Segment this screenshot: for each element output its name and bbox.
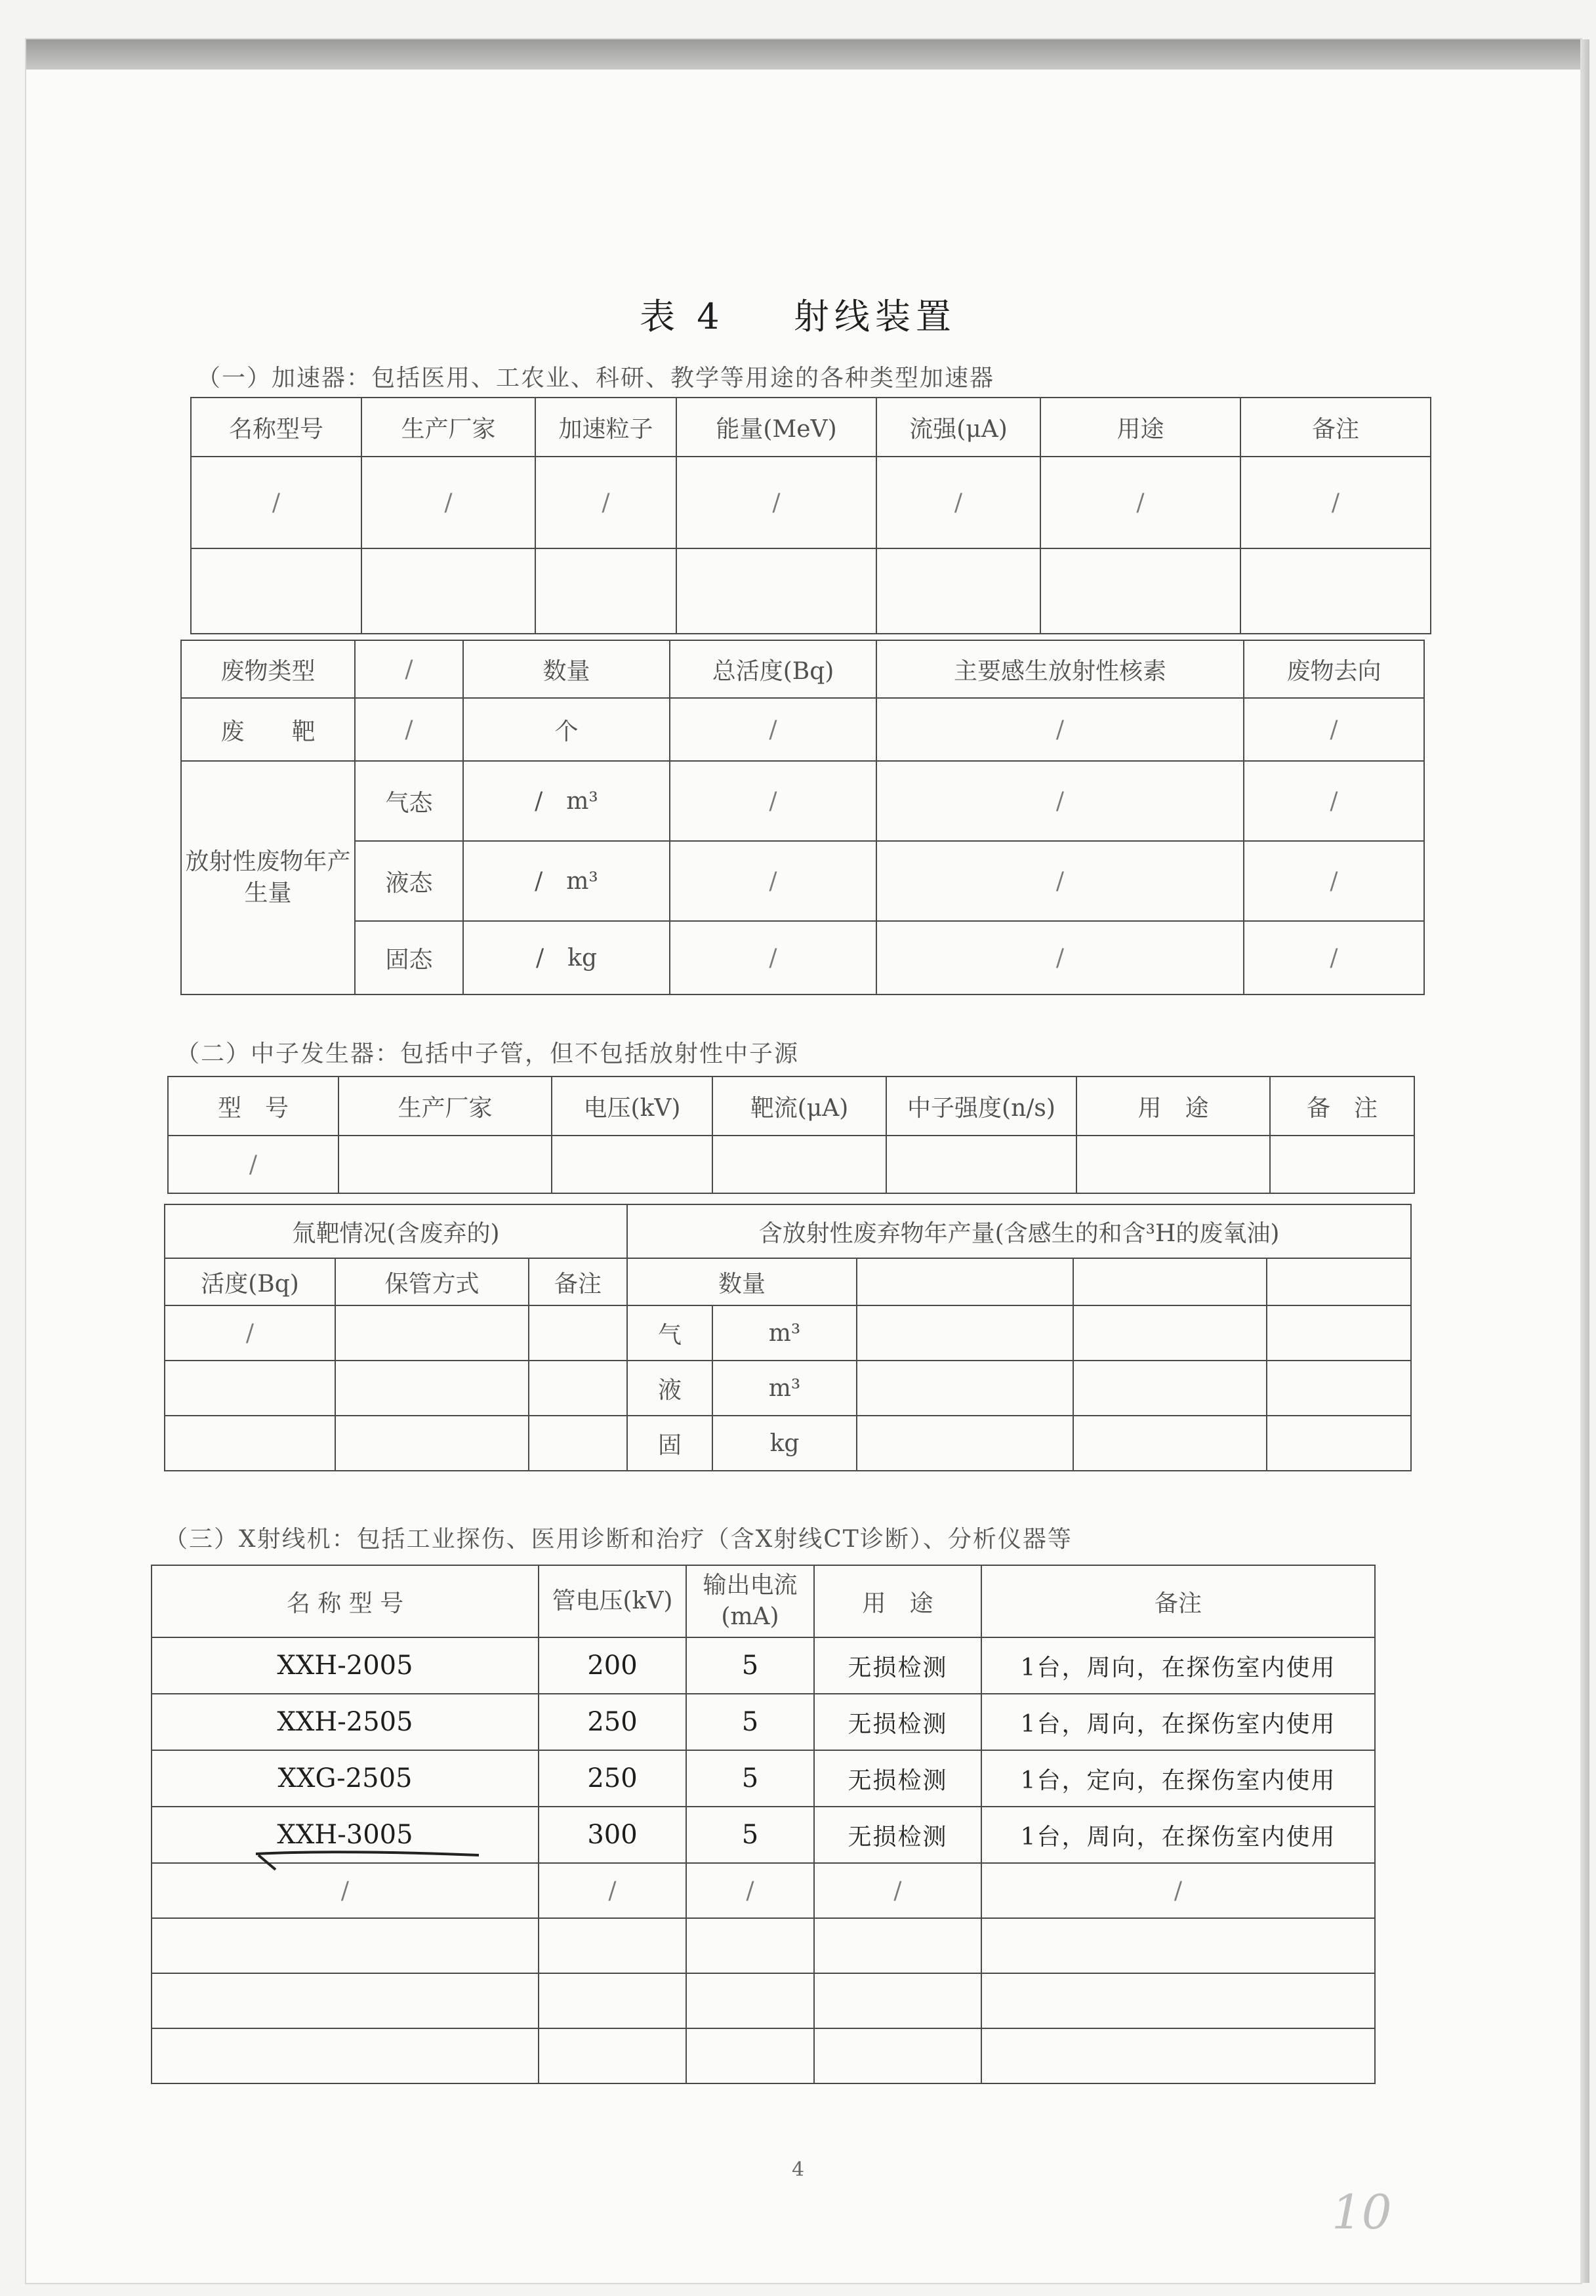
waste-target-row bbox=[181, 698, 1424, 761]
col-note: 备注 bbox=[981, 1565, 1375, 1637]
accelerator-row bbox=[191, 457, 1431, 548]
table-cell: m³ bbox=[712, 1361, 857, 1416]
table-cell: / bbox=[670, 921, 876, 994]
table-cell: / bbox=[1244, 921, 1424, 994]
table-name: 射线装置 bbox=[793, 296, 956, 337]
table-cell bbox=[1040, 548, 1240, 634]
page-number: 4 bbox=[791, 2158, 805, 2181]
table-cell: / bbox=[165, 1305, 335, 1361]
table-cell: / bbox=[670, 698, 876, 761]
col-quantity: 数量 bbox=[627, 1258, 857, 1305]
table-cell bbox=[1073, 1258, 1267, 1305]
table-cell bbox=[1270, 1136, 1414, 1193]
table-cell: 250 bbox=[539, 1750, 686, 1807]
neutron-row bbox=[168, 1136, 1414, 1193]
table-cell: 5 bbox=[686, 1750, 814, 1807]
col-purpose: 用途 bbox=[1040, 398, 1240, 457]
unit: kg bbox=[567, 944, 597, 972]
accelerator-table bbox=[190, 397, 1431, 634]
xray-row bbox=[152, 1750, 1375, 1807]
waste-header-row bbox=[181, 640, 1424, 698]
table-cell: / bbox=[152, 1863, 539, 1918]
col-manufacturer: 生产厂家 bbox=[338, 1076, 552, 1136]
table-cell: XXH-2505 bbox=[152, 1694, 539, 1750]
table-cell bbox=[676, 548, 876, 634]
table-cell bbox=[886, 1136, 1076, 1193]
table-cell: / bbox=[355, 698, 463, 761]
table-cell bbox=[552, 1136, 712, 1193]
table-cell: / bbox=[814, 1863, 981, 1918]
table-cell: 固态 bbox=[355, 921, 463, 994]
table-cell: 5 bbox=[686, 1807, 814, 1863]
table-cell bbox=[361, 548, 535, 634]
neutron-group-header-row bbox=[165, 1204, 1411, 1258]
table-cell bbox=[539, 1918, 686, 1973]
col-manufacturer: 生产厂家 bbox=[361, 398, 535, 457]
table-cell: m³ bbox=[712, 1305, 857, 1361]
slash: / bbox=[535, 867, 543, 895]
neutron-state-row bbox=[165, 1361, 1411, 1416]
table-cell bbox=[529, 1416, 627, 1471]
table-cell bbox=[814, 2028, 981, 2083]
table-cell: XXH-2005 bbox=[152, 1637, 539, 1694]
table-cell: 5 bbox=[686, 1637, 814, 1694]
table-cell: 1台，周向，在探伤室内使用 bbox=[981, 1807, 1375, 1863]
table-cell bbox=[335, 1361, 529, 1416]
table-cell: / bbox=[355, 640, 463, 698]
table-cell: 1台，周向，在探伤室内使用 bbox=[981, 1694, 1375, 1750]
table-cell bbox=[857, 1258, 1073, 1305]
col-quantity: 数量 bbox=[463, 640, 670, 698]
page-title bbox=[0, 289, 1596, 339]
neutron-table bbox=[167, 1076, 1415, 1194]
table-cell: / bbox=[168, 1136, 338, 1193]
table-cell bbox=[1267, 1258, 1411, 1305]
table-cell: 气 bbox=[627, 1305, 712, 1361]
table-cell bbox=[338, 1136, 552, 1193]
col-nuclides: 主要感生放射性核素 bbox=[876, 640, 1244, 698]
table-cell: 个 bbox=[463, 698, 670, 761]
table-cell bbox=[981, 2028, 1375, 2083]
table-cell bbox=[335, 1416, 529, 1471]
table-cell: XXG-2505 bbox=[152, 1750, 539, 1807]
table-cell bbox=[686, 1918, 814, 1973]
table-cell: 气态 bbox=[355, 761, 463, 841]
unit: m³ bbox=[566, 867, 598, 895]
table-cell: 无损检测 bbox=[814, 1637, 981, 1694]
table-cell: / bbox=[1040, 457, 1240, 548]
col-energy: 能量(MeV) bbox=[676, 398, 876, 457]
col-tube-voltage: 管电压(kV) bbox=[539, 1565, 686, 1637]
table-cell: / bbox=[1244, 698, 1424, 761]
accelerator-waste-table bbox=[180, 640, 1425, 995]
table-cell: / bbox=[876, 698, 1244, 761]
waste-state-row bbox=[181, 761, 1424, 841]
table-cell bbox=[535, 548, 676, 634]
table-cell bbox=[686, 2028, 814, 2083]
table-cell: / bbox=[876, 841, 1244, 921]
table-cell: / bbox=[361, 457, 535, 548]
table-cell bbox=[1267, 1305, 1411, 1361]
table-cell bbox=[165, 1416, 335, 1471]
col-beam-current: 流强(μA) bbox=[876, 398, 1040, 457]
table-cell: 无损检测 bbox=[814, 1694, 981, 1750]
table-cell: 固 bbox=[627, 1416, 712, 1471]
table-cell: / bbox=[1240, 457, 1431, 548]
col-purpose: 用 途 bbox=[814, 1565, 981, 1637]
xray-row-empty bbox=[152, 2028, 1375, 2083]
table-cell bbox=[857, 1305, 1073, 1361]
col-waste-type: 废物类型 bbox=[181, 640, 355, 698]
table-number: 表 4 bbox=[640, 296, 725, 337]
table-cell bbox=[857, 1416, 1073, 1471]
table-cell bbox=[1267, 1361, 1411, 1416]
table-cell: / bbox=[876, 761, 1244, 841]
neutron-waste-table bbox=[164, 1204, 1412, 1471]
table-cell bbox=[1073, 1361, 1267, 1416]
xray-row-empty bbox=[152, 1918, 1375, 1973]
pen-underline-mark bbox=[249, 1849, 485, 1875]
col-voltage: 电压(kV) bbox=[552, 1076, 712, 1136]
table-cell: 1台，周向，在探伤室内使用 bbox=[981, 1637, 1375, 1694]
table-cell bbox=[1073, 1305, 1267, 1361]
xray-row-empty bbox=[152, 1973, 1375, 2028]
table-cell bbox=[539, 1973, 686, 2028]
table-cell: / bbox=[686, 1863, 814, 1918]
table-cell bbox=[463, 841, 670, 921]
table-cell bbox=[981, 1918, 1375, 1973]
table-cell bbox=[165, 1361, 335, 1416]
col-model: 名 称 型 号 bbox=[152, 1565, 539, 1637]
table-cell: / bbox=[535, 457, 676, 548]
table-cell bbox=[152, 1973, 539, 2028]
table-cell bbox=[981, 1973, 1375, 2028]
col-neutron-intensity: 中子强度(n/s) bbox=[886, 1076, 1076, 1136]
xray-table bbox=[151, 1565, 1376, 2084]
col-total-activity: 总活度(Bq) bbox=[670, 640, 876, 698]
table-cell bbox=[539, 2028, 686, 2083]
table-cell bbox=[814, 1918, 981, 1973]
table-cell bbox=[463, 921, 670, 994]
xray-header-row bbox=[152, 1565, 1375, 1637]
scan-top-shadow bbox=[26, 39, 1581, 70]
neutron-state-row bbox=[165, 1416, 1411, 1471]
slash: / bbox=[536, 944, 544, 972]
col-destination: 废物去向 bbox=[1244, 640, 1424, 698]
annual-waste-header: 含放射性废弃物年产量(含感生的和含³H的废氧油) bbox=[627, 1204, 1411, 1258]
scan-right-edge bbox=[1580, 39, 1589, 2283]
table-cell: / bbox=[191, 457, 361, 548]
accelerator-header-row bbox=[191, 398, 1431, 457]
handwritten-page-mark: 10 bbox=[1332, 2184, 1392, 2240]
table-cell bbox=[686, 1973, 814, 2028]
table-cell: 液态 bbox=[355, 841, 463, 921]
accelerator-heading: （一）加速器：包括医用、工农业、科研、教学等用途的各种类型加速器 bbox=[197, 365, 995, 392]
table-cell: XXH-3005 bbox=[152, 1807, 539, 1863]
neutron-header-row bbox=[168, 1076, 1414, 1136]
waste-target-label: 废 靶 bbox=[181, 698, 355, 761]
table-cell bbox=[1267, 1416, 1411, 1471]
table-cell: / bbox=[670, 841, 876, 921]
table-cell: 无损检测 bbox=[814, 1750, 981, 1807]
table-cell: 无损检测 bbox=[814, 1807, 981, 1863]
col-target-current: 靶流(μA) bbox=[712, 1076, 886, 1136]
table-cell: / bbox=[539, 1863, 686, 1918]
slash: / bbox=[535, 787, 543, 815]
table-cell: / bbox=[876, 457, 1040, 548]
col-purpose: 用 途 bbox=[1076, 1076, 1270, 1136]
neutron-sub-header-row bbox=[165, 1258, 1411, 1305]
table-cell bbox=[191, 548, 361, 634]
waste-state-row bbox=[181, 921, 1424, 994]
table-cell: 1台，定向，在探伤室内使用 bbox=[981, 1750, 1375, 1807]
table-cell bbox=[335, 1305, 529, 1361]
table-cell bbox=[876, 548, 1040, 634]
tritium-target-header: 氚靶情况(含废弃的) bbox=[165, 1204, 627, 1258]
xray-heading: （三）X射线机：包括工业探伤、医用诊断和治疗（含X射线CT诊断）、分析仪器等 bbox=[164, 1526, 1073, 1553]
neutron-state-row bbox=[165, 1305, 1411, 1361]
table-cell bbox=[529, 1305, 627, 1361]
table-cell bbox=[1076, 1136, 1270, 1193]
col-note: 备注 bbox=[529, 1258, 627, 1305]
waste-state-row bbox=[181, 841, 1424, 921]
col-particle: 加速粒子 bbox=[535, 398, 676, 457]
table-cell: 250 bbox=[539, 1694, 686, 1750]
annual-waste-label: 放射性废物年产生量 bbox=[181, 761, 355, 994]
table-cell: 300 bbox=[539, 1807, 686, 1863]
table-cell: / bbox=[1244, 841, 1424, 921]
xray-row bbox=[152, 1694, 1375, 1750]
table-cell bbox=[1240, 548, 1431, 634]
table-cell: 液 bbox=[627, 1361, 712, 1416]
col-storage: 保管方式 bbox=[335, 1258, 529, 1305]
col-activity: 活度(Bq) bbox=[165, 1258, 335, 1305]
table-cell bbox=[857, 1361, 1073, 1416]
col-model: 名称型号 bbox=[191, 398, 361, 457]
xray-row bbox=[152, 1637, 1375, 1694]
col-model: 型 号 bbox=[168, 1076, 338, 1136]
accelerator-row-empty bbox=[191, 548, 1431, 634]
table-cell bbox=[1073, 1416, 1267, 1471]
table-cell bbox=[712, 1136, 886, 1193]
table-cell: / bbox=[876, 921, 1244, 994]
col-note: 备注 bbox=[1240, 398, 1431, 457]
table-cell: 5 bbox=[686, 1694, 814, 1750]
table-cell bbox=[152, 1918, 539, 1973]
table-cell bbox=[463, 761, 670, 841]
col-output-current: 输出电流(mA) bbox=[686, 1565, 814, 1637]
table-cell: kg bbox=[712, 1416, 857, 1471]
table-cell: 200 bbox=[539, 1637, 686, 1694]
table-cell: / bbox=[981, 1863, 1375, 1918]
table-cell bbox=[529, 1361, 627, 1416]
table-cell bbox=[814, 1973, 981, 2028]
table-cell: / bbox=[670, 761, 876, 841]
table-cell: / bbox=[676, 457, 876, 548]
col-note: 备 注 bbox=[1270, 1076, 1414, 1136]
table-cell bbox=[152, 2028, 539, 2083]
table-cell: / bbox=[1244, 761, 1424, 841]
unit: m³ bbox=[566, 787, 598, 815]
neutron-heading: （二）中子发生器：包括中子管，但不包括放射性中子源 bbox=[176, 1040, 800, 1067]
